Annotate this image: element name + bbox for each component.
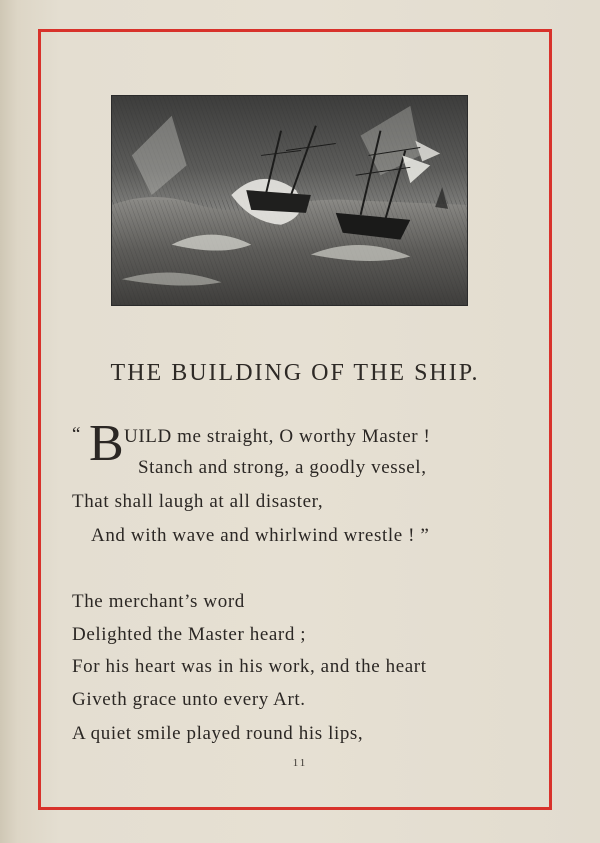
poem-line: A quiet smile played round his lips, [72,723,364,744]
poem-line: The merchant’s word [72,591,245,612]
page-title: THE BUILDING OF THE SHIP. [110,360,480,386]
drop-cap-letter: B [89,415,124,472]
poem-line: Delighted the Master heard ; [72,624,307,645]
poem-line: Giveth grace unto every Art. [72,689,306,710]
poem-line: That shall laugh at all disaster, [72,491,324,512]
ship-storm-illustration [111,95,468,306]
poem-line: For his heart was in his work, and the heart [72,656,427,677]
opening-quote-mark: “ [72,424,81,445]
poem-line: UILD me straight, O worthy Master ! [124,426,431,447]
ship-storm-engraving-icon [112,96,467,305]
page-number: 11 [292,757,308,769]
poem-line: And with wave and whirlwind wrestle ! ” [91,525,430,546]
poem-line: Stanch and strong, a goodly vessel, [138,457,427,478]
